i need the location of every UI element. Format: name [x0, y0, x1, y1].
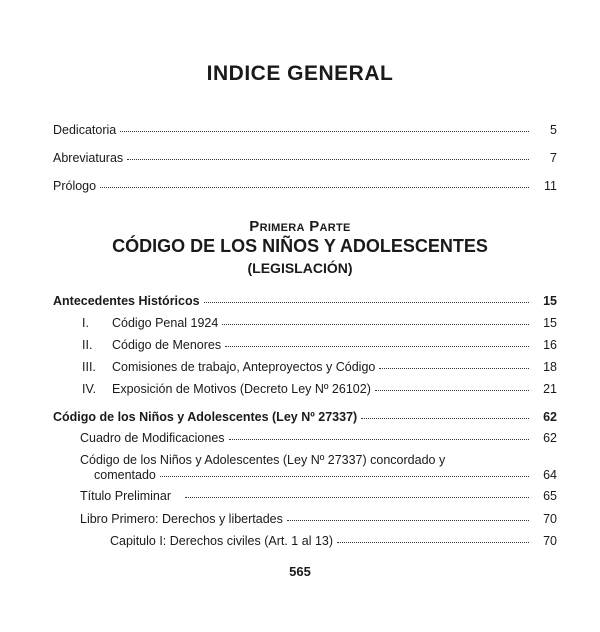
toc-entry-label: Capitulo I: Derechos civiles (Art. 1 al 13) — [110, 534, 334, 548]
dot-leader — [204, 292, 529, 303]
toc-entry-label: Antecedentes Históricos — [53, 294, 200, 308]
toc-entry-label: Código de los Niños y Adolescentes (Ley Nº 27337) — [53, 410, 358, 424]
toc-entry-concordado[interactable] — [80, 453, 557, 483]
toc-entry-codigo-ley[interactable] — [53, 410, 557, 425]
toc-entry-numeral: I. — [82, 316, 89, 330]
toc-page-number: 18 — [543, 360, 557, 374]
toc-entry-label: Prólogo — [53, 179, 97, 193]
toc-entry-comisiones[interactable] — [82, 360, 557, 375]
toc-page-number: 70 — [543, 512, 557, 526]
toc-page-number: 11 — [544, 179, 557, 193]
toc-entry-cuadro[interactable] — [80, 431, 557, 446]
toc-entry-prologo[interactable] — [53, 179, 557, 194]
toc-entry-numeral: II. — [82, 338, 93, 352]
dot-leader — [100, 177, 529, 188]
toc-page-number: 15 — [543, 294, 557, 308]
dot-leader — [127, 149, 529, 160]
toc-page-number: 5 — [550, 123, 557, 137]
dot-leader — [361, 408, 529, 419]
toc-page-number: 7 — [550, 151, 557, 165]
toc-page-number: 70 — [543, 534, 557, 548]
dot-leader — [375, 380, 529, 391]
toc-entry-codigo-menores[interactable] — [82, 338, 557, 353]
toc-entry-capitulo-i[interactable] — [110, 534, 557, 549]
dot-leader — [337, 532, 529, 543]
toc-entry-label: Código de Menores — [112, 338, 222, 352]
dot-leader — [185, 487, 529, 498]
toc-entry-exposicion[interactable] — [82, 382, 557, 397]
toc-entry-label: Código Penal 1924 — [112, 316, 219, 330]
dot-leader — [222, 314, 529, 325]
toc-entry-abreviaturas[interactable] — [53, 151, 557, 166]
toc-page-number: 21 — [543, 382, 557, 396]
toc-entry-label: Cuadro de Modificaciones — [80, 431, 225, 445]
toc-entry-dedicatoria[interactable] — [53, 123, 557, 138]
toc-entry-label: Dedicatoria — [53, 123, 117, 137]
part-subtitle: (LEGISLACIÓN) — [247, 260, 353, 276]
toc-entry-titulo-preliminar[interactable] — [80, 489, 557, 504]
toc-entry-label: Abreviaturas — [53, 151, 124, 165]
dot-leader — [287, 510, 529, 521]
toc-entry-label: Código de los Niños y Adolescentes (Ley Nº 27337) concordado y — [80, 453, 446, 467]
folio-page-number: 565 — [289, 564, 311, 579]
toc-entry-numeral: IV. — [82, 382, 97, 396]
dot-leader — [229, 429, 529, 440]
toc-entry-label-continued: comentado — [94, 468, 156, 482]
part-label: Primera Parte — [249, 218, 351, 235]
toc-entry-label: Libro Primero: Derechos y libertades — [80, 512, 283, 526]
dot-leader — [225, 336, 529, 347]
toc-entry-label: Exposición de Motivos (Decreto Ley Nº 26102) — [112, 382, 371, 396]
toc-page-number: 15 — [543, 316, 557, 330]
toc-entry-antecedentes[interactable] — [53, 294, 557, 309]
toc-page-number: 62 — [543, 410, 557, 424]
dot-leader — [160, 466, 529, 477]
dot-leader — [120, 121, 529, 132]
toc-page-number: 64 — [543, 468, 557, 482]
toc-page-number: 62 — [543, 431, 557, 445]
toc-entry-codigo-penal[interactable] — [82, 316, 557, 331]
part-heading — [0, 218, 600, 276]
toc-entry-numeral: III. — [82, 360, 96, 374]
toc-page-number: 65 — [543, 489, 557, 503]
toc-entry-label: Comisiones de trabajo, Anteproyectos y Código — [112, 360, 376, 374]
toc-page-number: 16 — [543, 338, 557, 352]
page-title: INDICE GENERAL — [206, 62, 394, 85]
toc-entry-label: Título Preliminar — [80, 489, 171, 503]
toc-entry-libro-primero[interactable] — [80, 512, 557, 527]
part-title: CÓDIGO DE LOS NIÑOS Y ADOLESCENTES — [112, 236, 488, 256]
dot-leader — [379, 358, 529, 369]
